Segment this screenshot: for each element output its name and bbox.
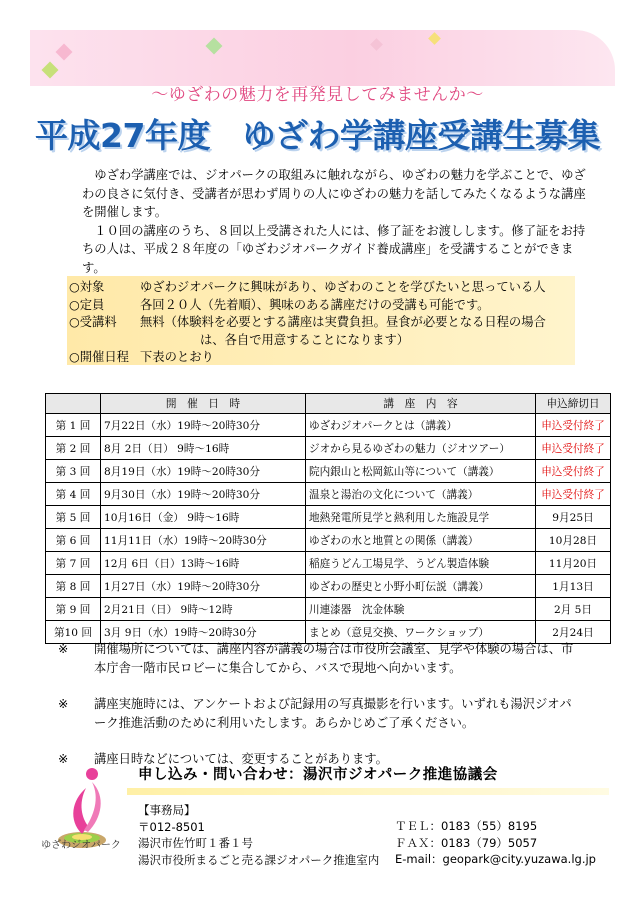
table-header-row [46,394,611,414]
session-deadline: 1月13日 [536,575,611,598]
session-date: 1月27日（水）19時～20時30分 [101,575,306,598]
fee-label: ○受講料 [69,315,117,329]
intro-paragraph-2: １０回の講座のうち、８回以上受講された人には、修了証をお渡しします。修了証をお持ちの人は、平成２８年度の「ゆざわジオパークガイド養成講座」を受講することができます。 [82,223,586,275]
session-date: 8月19日（水）19時～20時30分 [101,460,306,483]
email-link[interactable]: E-mail：geopark@city.yuzawa.lg.jp [395,852,596,866]
header-banner [30,30,615,86]
session-content: 温泉と湯治の文化について（講義） [306,483,536,506]
intro-paragraph-1: ゆざわ学講座では、ジオパークの取組みに触れながら、ゆざわの魅力を学ぶことで、ゆざわの良さに気付き、受講者が思わず周りの人にゆざわの魅力を話してみたくなるような講座を開催します。 [82,168,586,219]
session-no: 第 4 回 [46,483,101,506]
page-title: 平成27年度 ゆざわ学講座受講生募集 [35,116,600,155]
note-mark: ※ [58,642,69,656]
session-no: 第 8 回 [46,575,101,598]
session-no: 第10 回 [46,621,101,644]
info-capacity [67,297,575,315]
table-row [46,483,611,506]
session-date: 7月22日（水）19時～20時30分 [101,414,306,437]
header-date: 開 催 日 時 [101,394,306,414]
note-2 [58,695,578,732]
contact-numbers [395,818,596,868]
session-date: 8月 2日（日） 9時～16時 [101,437,306,460]
schedule-table [45,393,611,644]
table-row [46,460,611,483]
session-date: 11月11日（水）19時～20時30分 [101,529,306,552]
table-row [46,529,611,552]
note-1-text: 開催場所については、講座内容が講義の場合は市役所会議室、見学や体験の場合は、市本庁舎一階市民ロビーに集合してから、バスで現地へ向かいます。 [94,642,574,675]
capacity-value: 各回２０人（先着順）、興味のある講座だけの受講も可能です。 [140,297,490,312]
target-label: ○対象 [69,280,105,294]
contact-title: 申し込み・問い合わせ：湯沢市ジオパーク推進協議会 [138,767,498,783]
session-date: 10月16日（金） 9時～16時 [101,506,306,529]
department: 湯沢市役所まるごと売る課ジオパーク推進室内 [138,852,380,867]
session-content: ゆざわの歴史と小野小町伝説（講義） [306,575,536,598]
info-dates [67,349,575,367]
info-fee [67,314,575,332]
header-content: 講 座 内 容 [306,394,536,414]
session-deadline: 9月25日 [536,506,611,529]
session-no: 第 1 回 [46,414,101,437]
office-label: 【事務局】 [138,803,196,817]
session-date: 9月30日（水）19時～20時30分 [101,483,306,506]
intro-text [82,166,587,277]
note-mark: ※ [58,697,69,711]
fax-number: ＦＡＸ：0183（79）5057 [395,835,538,850]
capacity-label: ○定員 [69,297,105,312]
header-deadline: 申込締切日 [536,394,611,414]
session-content: 川連漆器 沈金体験 [306,598,536,621]
session-content: ゆざわジオパークとは（講義） [306,414,536,437]
session-content: 地熱発電所見学と熱利用した施設見学 [306,506,536,529]
session-content: ジオから見るゆざわの魅力（ジオツアー） [306,437,536,460]
table-row [46,414,611,437]
table-row [46,437,611,460]
session-content: 稲庭うどん工場見学、うどん製造体験 [306,552,536,575]
postal-code: 〒012-8501 [138,819,205,834]
tel-number: ＴＥＬ：0183（55）8195 [395,819,538,833]
info-fee-cont [67,332,575,350]
session-no: 第 2 回 [46,437,101,460]
fee-value-2: は、各自で用意することになります） [200,332,410,347]
session-deadline: 11月20日 [536,552,611,575]
session-deadline: 申込受付終了 [536,483,611,506]
spacer [67,332,140,350]
table-row [46,575,611,598]
session-deadline: 2月24日 [536,621,611,644]
session-no: 第 3 回 [46,460,101,483]
note-3-text: 講座日時などについては、変更することがあります。 [94,752,388,766]
session-date: 3月 9日（水）19時～20時30分 [101,621,306,644]
header-no [46,394,101,414]
subtitle: ～ゆざわの魅力を再発見してみませんか～ [151,85,484,105]
contact-underline [127,788,609,795]
dates-label: ○開催日程 [69,350,129,364]
session-date: 12月 6日（日）13時～16時 [101,552,306,575]
dates-value: 下表のとおり [140,350,214,364]
session-no: 第 7 回 [46,552,101,575]
note-2-text: 講座実施時には、アンケートおよび記録用の写真撮影を行います。いずれも湯沢ジオパーク推進活動のために利用いたします。あらかじめご了承ください。 [94,697,572,730]
session-date: 2月21日（日） 9時～12時 [101,598,306,621]
office-address [138,802,379,868]
address-line: 湯沢市佐竹町１番１号 [138,836,253,850]
note-1 [58,640,578,677]
table-row [46,506,611,529]
session-no: 第 5 回 [46,506,101,529]
info-target [67,279,575,297]
session-no: 第 9 回 [46,598,101,621]
session-content: まとめ（意見交換、ワークショップ） [306,621,536,644]
table-row [46,598,611,621]
session-content: ゆざわの水と地質との関係（講義） [306,529,536,552]
table-row [46,552,611,575]
session-deadline: 申込受付終了 [536,414,611,437]
session-content: 院内銀山と松岡鉱山等について（講義） [306,460,536,483]
session-no: 第 6 回 [46,529,101,552]
session-deadline: 10月28日 [536,529,611,552]
logo-caption: ゆざわジオパーク [41,840,121,851]
target-value: ゆざわジオパークに興味があり、ゆざわのことを学びたいと思っている人 [140,280,546,294]
session-deadline: 申込受付終了 [536,460,611,483]
note-mark: ※ [58,752,69,766]
session-deadline: 申込受付終了 [536,437,611,460]
info-box [67,276,575,365]
fee-value: 無料（体験料を必要とする講座は実費負担。昼食が必要となる日程の場合 [140,315,546,329]
session-deadline: 2月 5日 [536,598,611,621]
